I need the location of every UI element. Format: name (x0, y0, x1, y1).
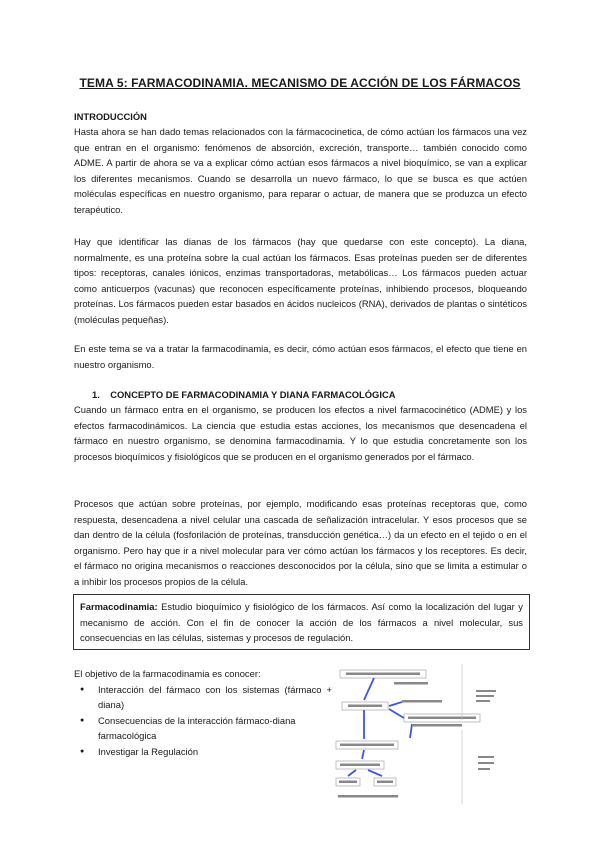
intro-paragraph-3: En este tema se va a tratar la farmacodinamia, es decir, cómo actúan esos fármacos, el efecto que tiene en nuestro organismo. (74, 343, 527, 370)
arrow-1 (364, 678, 374, 700)
definition-text: Estudio bioquímico y fisiológico de los fármacos. Así como la localización del lugar y mecanismo de acción. Con el fin de conocer la acción de los fármacos a nivel molecular, sus consecuencias en las células, sistemas y procesos de regulación. (80, 601, 523, 644)
intro-paragraph-3-block (74, 341, 527, 372)
section-1 (74, 388, 527, 464)
pharmacodynamics-flow-diagram (334, 664, 498, 804)
section-1-heading: 1. CONCEPTO DE FARMACODINAMIA Y DIANA FARMACOLÓGICA (92, 389, 396, 400)
list-item: ● Investigar la Regulación (90, 744, 332, 760)
diagram-blurred-text (338, 673, 496, 798)
intro-paragraph-2: Hay que identificar las dianas de los fármacos (hay que quedarse con este concepto). La diana, normalmente, es una proteína sobre la cual actúan los fármacos. Esas proteínas pueden ser de diferentes tipos: receptoras, canales iónicos, enzimas transportadoras, metabólicas… Los fármacos pueden actuar como anticuerpos (vacunas) que reconocen específicamente proteínas, inhibiendo procesos, bloqueando proteínas. Los fármacos pueden estar basados en ácidos nucleicos (RNA), derivados de plantas o sintéticos (moléculas pequeñas). (74, 236, 527, 325)
definition-box (73, 594, 530, 650)
intro-heading: INTRODUCCIÓN (74, 111, 147, 122)
section-1-paragraph-2: Procesos que actúan sobre proteínas, por ejemplo, modificando esas proteínas receptoras que, como respuesta, desencadena a nivel celular una cascada de señalización intracelular. Y esos procesos que se dan dentro de la célula (fosforilación de proteínas, transducción genética…) da un efecto en el tejido o en el organismo. Pero hay que ir a nivel molecular para ver cómo actúan los fármacos y los receptores. Es decir, el fármaco no origina mecanismos o reacciones desconocidos por la célula, sino que se limita a estimular o a inhibir los procesos propios de la célula. (74, 498, 527, 587)
objective-intro: El objetivo de la farmacodinamia es conocer: (74, 668, 261, 679)
section-1-paragraph-2-block (74, 496, 527, 590)
list-item: ● Interacción del fármaco con los sistemas (fármaco + diana) (90, 682, 332, 713)
arrow-5 (410, 724, 412, 738)
objective-section (74, 666, 332, 760)
arrow-8 (368, 770, 382, 776)
arrow-2 (389, 702, 402, 706)
arrow-6 (362, 750, 364, 759)
arrow-7 (348, 770, 356, 776)
definition-term: Farmacodinamia: (80, 601, 158, 612)
objective-list (74, 682, 332, 760)
intro-section (74, 110, 527, 218)
list-item: ● Consecuencias de la interacción fármaco-diana farmacológica (90, 713, 332, 744)
intro-paragraph-2-block (74, 234, 527, 328)
arrow-3 (389, 709, 404, 718)
page-title: TEMA 5: FARMACODINAMIA. MECANISMO DE ACCIÓN DE LOS FÁRMACOS (79, 76, 521, 90)
section-1-paragraph-1: Cuando un fármaco entra en el organismo, se producen los efectos a nivel farmacocinético (ADME) y los efectos farmacodinámicos. La ciencia que estudia estas acciones, los mecanismos que desencadena el fármaco en nuestro organismo, se denomina farmacodinamia. Y lo que estudia concretamente son los procesos bioquímicos y fisiológicos que se producen en el organismo generados por el fármaco. (74, 404, 527, 462)
intro-paragraph-1: Hasta ahora se han dado temas relacionados con la fármacocinetica, de cómo actúan los fármacos una vez que entran en el organismo: fenómenos de absorción, excreción, transporte… también conocido como ADME. A partir de ahora se va a explicar cómo actúan esos fármacos a nivel bioquímico, se van a explicar los diferentes mecanismos. Cuando se desarrolla un nuevo fármaco, lo que se busca es que actúen moléculas específicas en nuestro organismo, para reparar o actuar, de manera que se produzca un efecto terapéutico. (74, 126, 527, 215)
